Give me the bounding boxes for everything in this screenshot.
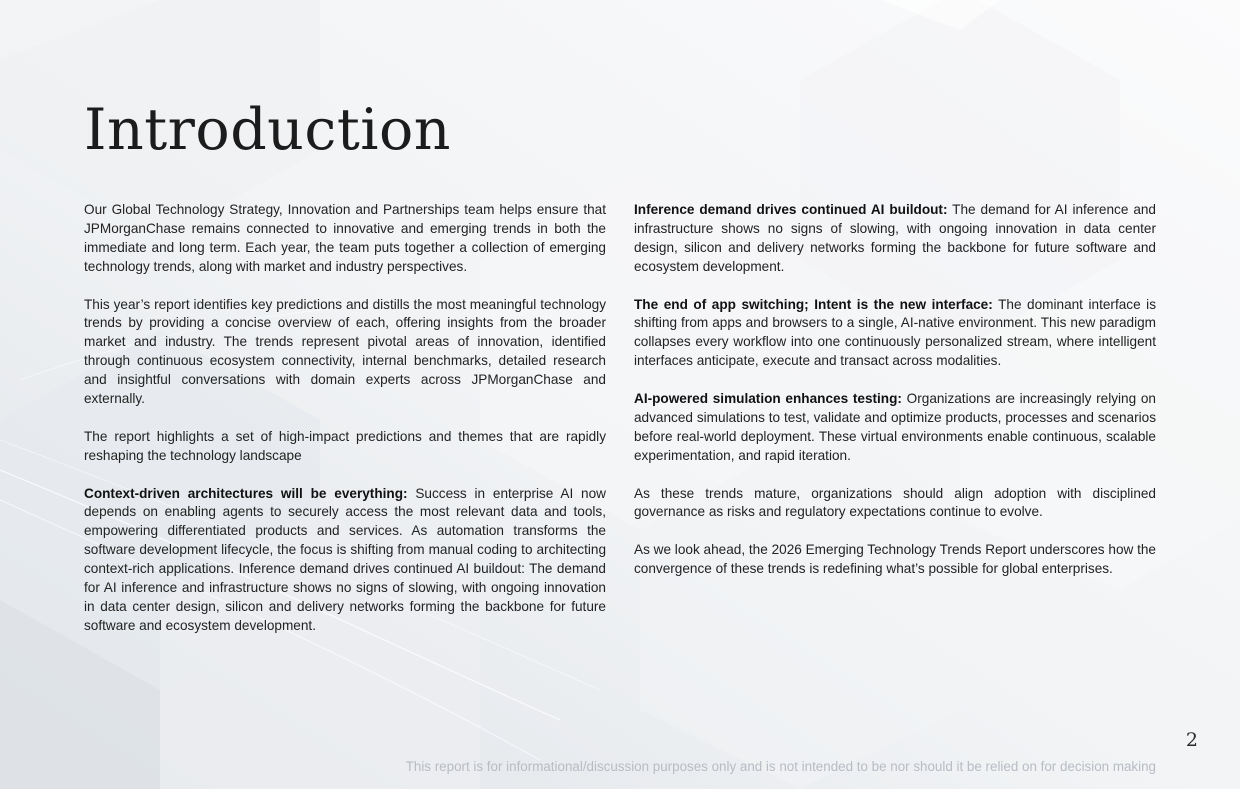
page-number: 2 xyxy=(1185,729,1198,751)
left-column xyxy=(84,201,606,655)
highlights-paragraph: The report highlights a set of high-impact predictions and themes that are rapidly reshaping the technology landscape xyxy=(84,428,606,463)
conclusion-paragraph: As we look ahead, the 2026 Emerging Technology Trends Report underscores how the convergence of these trends is redefining what’s possible for global enterprises. xyxy=(634,542,1156,577)
app-switching-body: The dominant interface is shifting from apps and browsers to a single, AI-native environment. This new paradigm collapses every workflow into one continuously personalized stream, where intelligent interfaces anticipate, execute and transact across modalities. xyxy=(634,296,1157,369)
simulation-heading: AI-powered simulation enhances testing: xyxy=(634,391,902,407)
intro-paragraph: Our Global Technology Strategy, Innovation and Partnerships team helps ensure that JPMorganChase remains connected to innovative and emerging trends in both the immediate and long term. Each year, the team puts together a collection of emerging technology trends, along with market and industry perspectives. xyxy=(84,202,606,274)
simulation-body: Organizations are increasingly relying on advanced simulations to test, validate and optimize products, processes and scenarios before real-world deployment. These virtual environments enable continuous, scalable experimentation, and rapid iteration. xyxy=(634,391,1156,463)
context-architectures-heading: Context-driven architectures will be everything: xyxy=(84,485,408,501)
context-architectures-paragraph xyxy=(84,485,606,636)
right-column xyxy=(634,201,1156,598)
page-title: Introduction xyxy=(84,97,451,163)
footer-disclaimer: This report is for informational/discussion purposes only and is not intended to be nor should it be relied on for decision making xyxy=(405,759,1156,774)
report-scope-paragraph: This year’s report identifies key predictions and distills the most meaningful technology trends by providing a concise overview of each, offering insights from the broader market and industry. The trends represent pivotal areas of innovation, identified through continuous ecosystem connectivity, internal benchmarks, detailed research and insightful conversations with domain experts across JPMorganChase and externally. xyxy=(84,296,606,407)
inference-demand-body: The demand for AI inference and infrastructure shows no signs of slowing, with ongoing innovation in data center design, silicon and delivery networks forming the backbone for future software and ecosystem development. xyxy=(634,202,1156,274)
governance-paragraph: As these trends mature, organizations should align adoption with disciplined governance as risks and regulatory expectations continue to evolve. xyxy=(634,485,1156,520)
inference-demand-paragraph xyxy=(634,201,1156,277)
app-switching-heading: The end of app switching; Intent is the new interface: xyxy=(634,296,993,312)
context-architectures-body: Success in enterprise AI now depends on enabling agents to securely access the most relevant data and tools, empowering differentiated products and services. As automation transforms the software development lifecycle, the focus is shifting from manual coding to architecting context-rich applications. Inference demand drives continued AI buildout: The demand for AI inference and infrastructure shows no signs of slowing, with ongoing innovation in data center design, silicon and delivery networks forming the backbone for future software and ecosystem development. xyxy=(84,485,606,633)
simulation-paragraph xyxy=(634,390,1156,466)
app-switching-paragraph xyxy=(634,296,1156,372)
inference-demand-heading: Inference demand drives continued AI buildout: xyxy=(634,202,948,217)
